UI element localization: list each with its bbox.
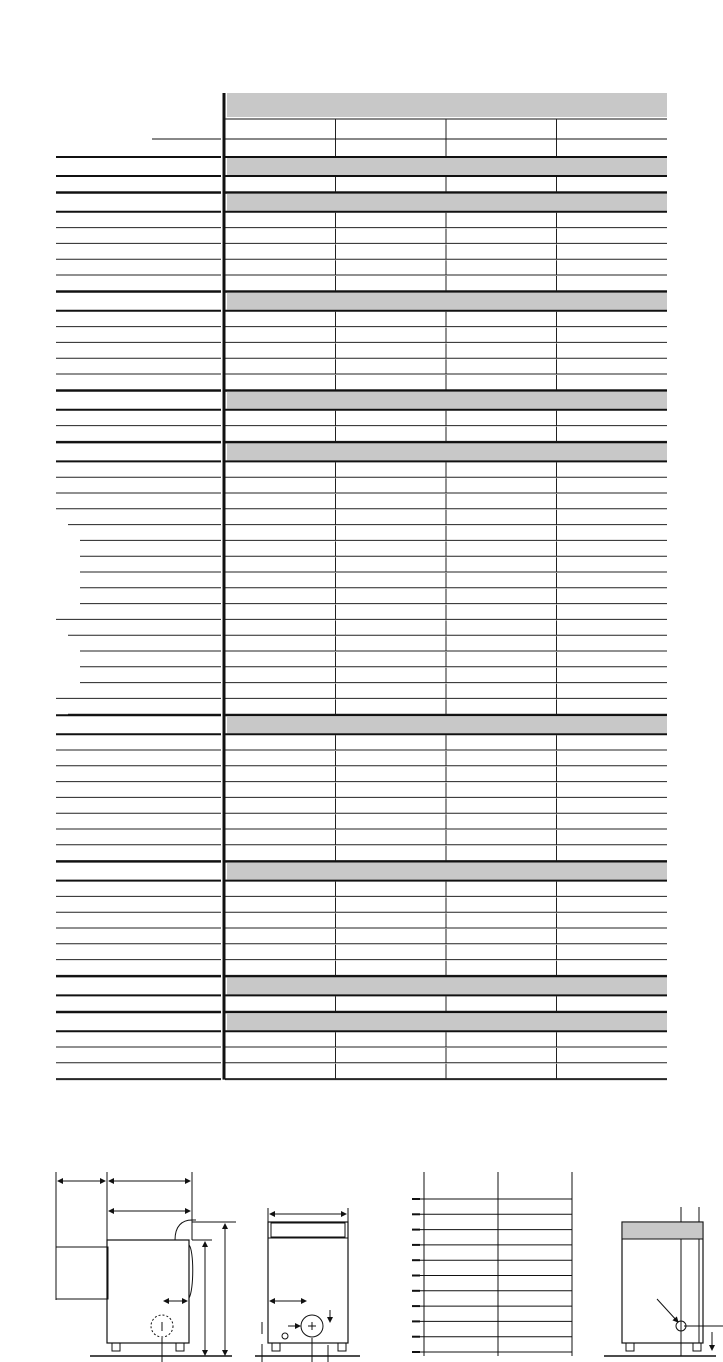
front-view-drawing [255,1208,360,1362]
section-band [227,392,667,409]
dimension-table [412,1172,572,1356]
section-band [227,443,667,460]
section-band [227,194,667,211]
side-view-drawing [56,1172,236,1362]
technical-drawings [0,1100,723,1362]
rear-view-drawing [604,1207,723,1356]
header-band [227,93,667,117]
section-band [227,716,667,733]
section-band [227,293,667,310]
section-band [227,1013,667,1030]
section-band [227,977,667,994]
section-band [227,158,667,175]
section-band [227,863,667,880]
